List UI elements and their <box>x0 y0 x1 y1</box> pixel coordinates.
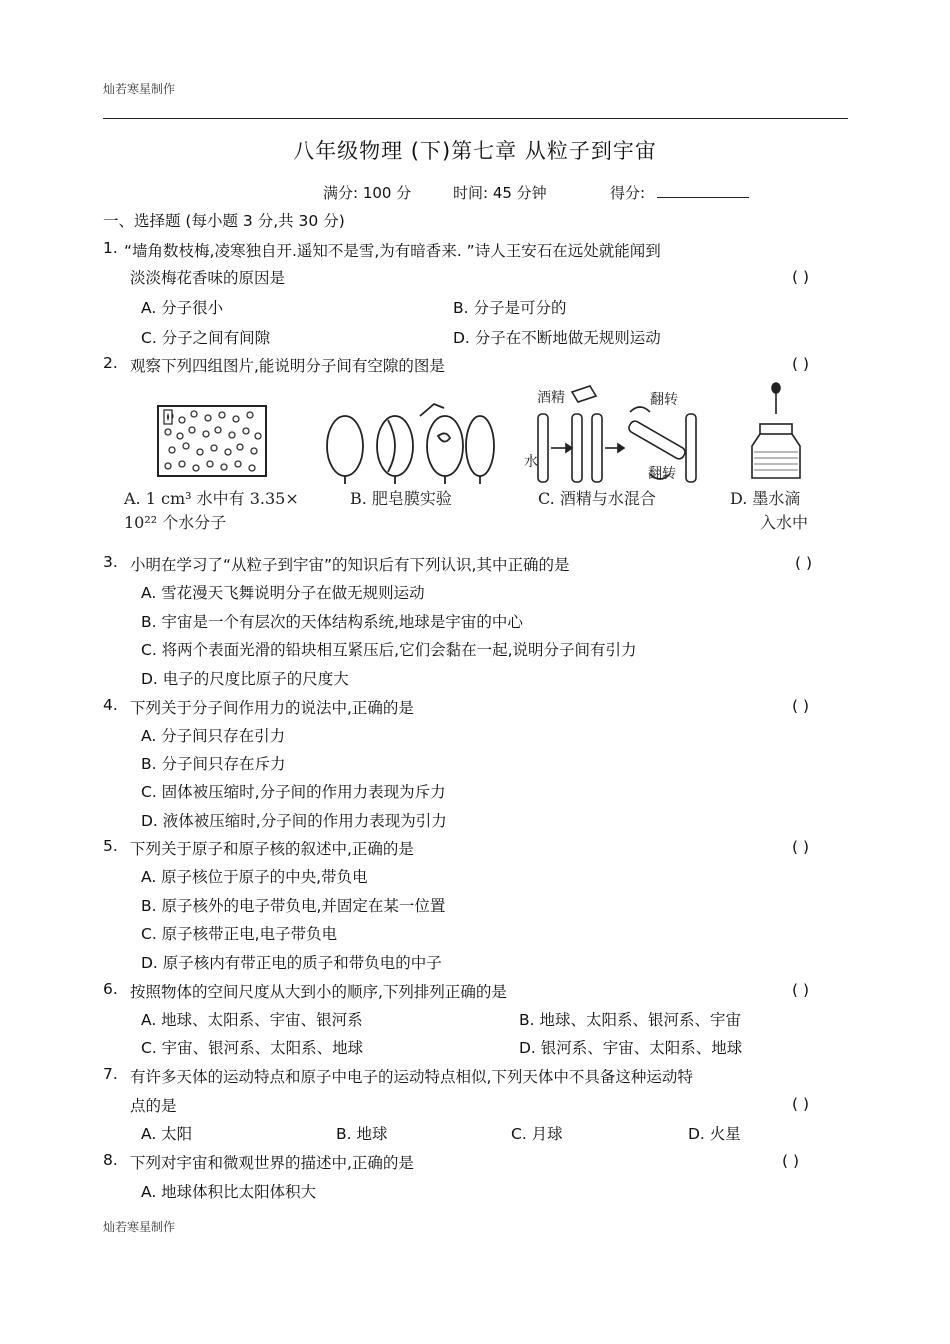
q5-answer-paren[interactable]: ( ) <box>792 838 810 856</box>
q3-option-c[interactable]: C. 将两个表面光滑的铅块相互紧压后,它们会黏在一起,说明分子间有引力 <box>141 641 637 659</box>
q6-option-c[interactable]: C. 宇宙、银河系、太阳系、地球 <box>141 1039 364 1057</box>
q1-option-d[interactable]: D. 分子在不断地做无规则运动 <box>453 329 661 347</box>
q3-option-a[interactable]: A. 雪花漫天飞舞说明分子在做无规则运动 <box>141 584 425 602</box>
figure-b-soap-film[interactable] <box>327 404 494 484</box>
figure-a-label-line2: 10²² 个水分子 <box>124 513 227 532</box>
q6-option-b[interactable]: B. 地球、太阳系、银河系、宇宙 <box>519 1011 741 1029</box>
q3-answer-paren[interactable]: ( ) <box>795 554 813 572</box>
q2-figure <box>120 378 820 538</box>
q2-stem-line1: 观察下列四组图片,能说明分子间有空隙的图是 <box>130 357 445 375</box>
q1-option-a[interactable]: A. 分子很小 <box>141 299 224 317</box>
exam-title: 八年级物理 (下)第七章 从粒子到宇宙 <box>293 139 657 163</box>
q6-option-a[interactable]: A. 地球、太阳系、宇宙、银河系 <box>141 1011 363 1029</box>
q7-stem-line1: 有许多天体的运动特点和原子中电子的运动特点相似,下列天体中不具备这种运动特 <box>130 1068 693 1086</box>
q2-answer-paren[interactable]: ( ) <box>792 355 810 373</box>
score-label: 满分: 100 分 <box>323 184 412 202</box>
figure-c-water-label: 水 <box>524 454 538 470</box>
q4-number: 4. <box>103 696 118 714</box>
q5-option-b[interactable]: B. 原子核外的电子带负电,并固定在某一位置 <box>141 897 446 915</box>
q6-number: 6. <box>103 980 118 998</box>
q6-answer-paren[interactable]: ( ) <box>792 981 810 999</box>
q1-stem-line2: 淡淡梅花香味的原因是 <box>130 269 286 287</box>
q1-answer-paren[interactable]: ( ) <box>792 268 810 286</box>
figure-a-water-box[interactable] <box>158 406 266 476</box>
q8-answer-paren[interactable]: ( ) <box>782 1152 800 1170</box>
figure-c-alcohol-label: 酒精 <box>537 390 565 406</box>
q5-option-d[interactable]: D. 原子核内有带正电的质子和带负电的中子 <box>141 954 442 972</box>
q7-option-a[interactable]: A. 太阳 <box>141 1125 193 1143</box>
figure-c-flip-top: 翻转 <box>650 392 678 408</box>
q4-option-a[interactable]: A. 分子间只存在引力 <box>141 727 286 745</box>
q7-option-c[interactable]: C. 月球 <box>511 1125 563 1143</box>
header-maker: 灿若寒星制作 <box>103 82 176 96</box>
q7-option-d[interactable]: D. 火星 <box>688 1125 741 1143</box>
q4-answer-paren[interactable]: ( ) <box>792 697 810 715</box>
q1-option-c[interactable]: C. 分子之间有间隙 <box>141 329 271 347</box>
footer-maker: 灿若寒星制作 <box>103 1220 176 1234</box>
figure-a-label: A. 1 cm³ 水中有 3.35× <box>124 489 299 508</box>
figure-c-flip-bottom: 翻转 <box>648 466 676 482</box>
grade-field <box>610 182 749 203</box>
q7-answer-paren[interactable]: ( ) <box>792 1095 810 1113</box>
q3-number: 3. <box>103 553 118 571</box>
figure-b-label: B. 肥皂膜实验 <box>350 489 452 508</box>
grade-blank[interactable] <box>657 183 749 198</box>
q7-number: 7. <box>103 1065 118 1083</box>
grade-label: 得分: <box>610 184 646 202</box>
q4-option-c[interactable]: C. 固体被压缩时,分子间的作用力表现为斥力 <box>141 783 446 801</box>
q4-option-d[interactable]: D. 液体被压缩时,分子间的作用力表现为引力 <box>141 812 447 830</box>
q5-option-a[interactable]: A. 原子核位于原子的中央,带负电 <box>141 868 368 886</box>
q6-option-d[interactable]: D. 银河系、宇宙、太阳系、地球 <box>519 1039 743 1057</box>
figure-d-label: D. 墨水滴 <box>730 489 801 508</box>
q5-number: 5. <box>103 837 118 855</box>
q6-stem-line1: 按照物体的空间尺度从大到小的顺序,下列排列正确的是 <box>130 983 507 1001</box>
q4-stem-line1: 下列关于分子间作用力的说法中,正确的是 <box>130 699 414 717</box>
q3-stem-line1: 小明在学习了“从粒子到宇宙”的知识后有下列认识,其中正确的是 <box>130 556 570 574</box>
section-title: 一、选择题 (每小题 3 分,共 30 分) <box>103 212 345 230</box>
header-divider <box>103 118 848 119</box>
figure-c-label: C. 酒精与水混合 <box>538 489 656 508</box>
q2-number: 2. <box>103 354 118 372</box>
q3-option-d[interactable]: D. 电子的尺度比原子的尺度大 <box>141 670 349 688</box>
q5-option-c[interactable]: C. 原子核带正电,电子带负电 <box>141 925 338 943</box>
q3-option-b[interactable]: B. 宇宙是一个有层次的天体结构系统,地球是宇宙的中心 <box>141 613 523 631</box>
time-label: 时间: 45 分钟 <box>453 184 547 202</box>
q7-stem-line2: 点的是 <box>130 1097 177 1115</box>
q1-stem-line1: “墙角数枝梅,凌寒独自开.遥知不是雪,为有暗香来. ”诗人王安石在远处就能闻到 <box>124 242 661 260</box>
q1-option-b[interactable]: B. 分子是可分的 <box>453 299 567 317</box>
figure-d-label-line2: 入水中 <box>760 513 809 532</box>
q8-stem-line1: 下列对宇宙和微观世界的描述中,正确的是 <box>130 1154 414 1172</box>
q5-stem-line1: 下列关于原子和原子核的叙述中,正确的是 <box>130 840 414 858</box>
q7-option-b[interactable]: B. 地球 <box>336 1125 388 1143</box>
q8-option-a[interactable]: A. 地球体积比太阳体积大 <box>141 1183 317 1201</box>
figure-d-ink-water[interactable] <box>752 383 800 478</box>
q4-option-b[interactable]: B. 分子间只存在斥力 <box>141 755 286 773</box>
q1-number: 1. <box>103 239 118 257</box>
q8-number: 8. <box>103 1151 118 1169</box>
